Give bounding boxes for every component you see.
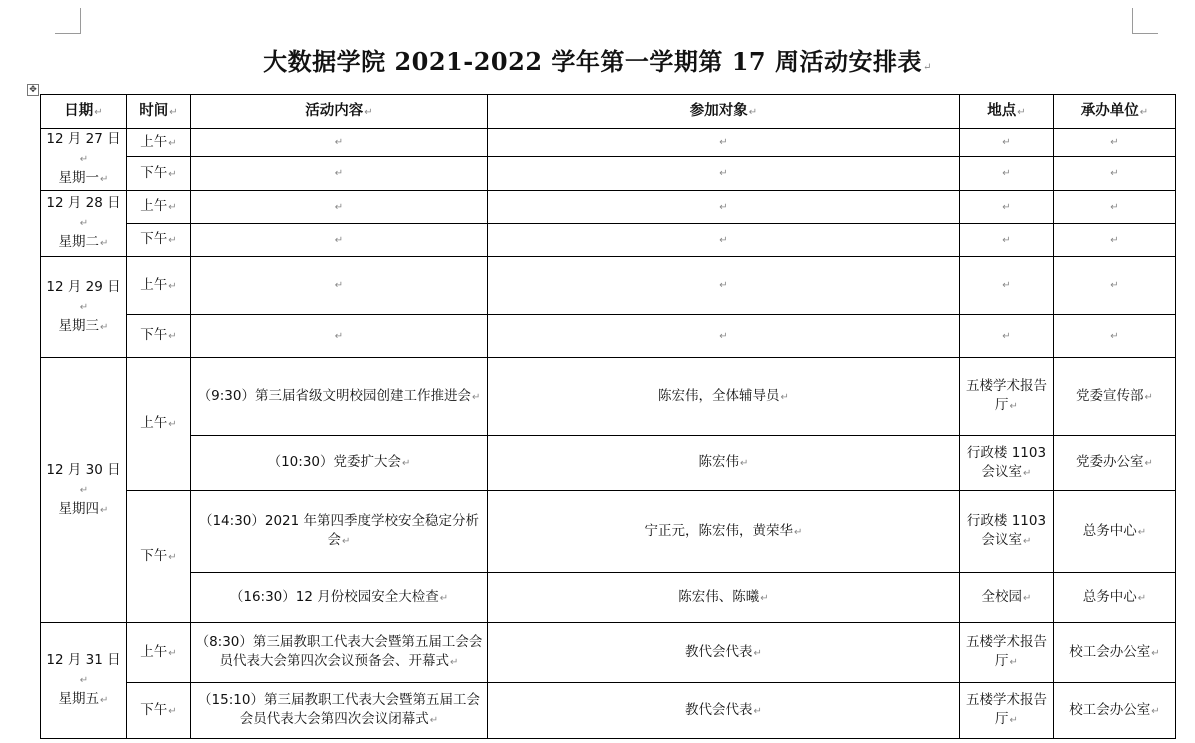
empty-cell: ↵: [1054, 157, 1176, 191]
weekday-label: 星期四 ↵: [44, 500, 123, 520]
empty-cell: ↵: [191, 157, 488, 191]
table-row: [41, 358, 1176, 436]
table-row: [41, 436, 1176, 491]
table-row: [41, 129, 1176, 157]
activity-participants: 陈宏伟 ↵: [488, 436, 960, 491]
time-am: 上午 ↵: [127, 129, 191, 157]
empty-cell: ↵: [1054, 315, 1176, 358]
date-label: 12 月 27 日 ↵: [44, 130, 123, 169]
weekday-label: 星期一 ↵: [44, 169, 123, 189]
table-row: [41, 191, 1176, 224]
empty-cell: ↵: [488, 191, 960, 224]
activity-content: （9:30）第三届省级文明校园创建工作推进会 ↵: [191, 358, 488, 436]
table-move-handle-icon[interactable]: ✥: [27, 84, 39, 96]
activity-organizer: 校工会办公室 ↵: [1054, 623, 1176, 683]
time-am: 上午 ↵: [127, 191, 191, 224]
empty-cell: ↵: [960, 224, 1054, 257]
activity-content: （8:30）第三届教职工代表大会暨第五届工会会员代表大会第四次会议预备会、开幕式 ↵: [191, 623, 488, 683]
empty-cell: ↵: [1054, 129, 1176, 157]
date-cell: [41, 191, 127, 257]
activity-participants: 教代会代表 ↵: [488, 683, 960, 739]
weekday-label: 星期五 ↵: [44, 690, 123, 710]
time-pm: 下午 ↵: [127, 315, 191, 358]
header-organizer: 承办单位 ↵: [1054, 95, 1176, 129]
empty-cell: ↵: [960, 315, 1054, 358]
date-cell: [41, 257, 127, 358]
empty-cell: ↵: [191, 224, 488, 257]
table-row: [41, 257, 1176, 315]
table-row: [41, 157, 1176, 191]
empty-cell: ↵: [191, 191, 488, 224]
empty-cell: ↵: [1054, 191, 1176, 224]
header-content: 活动内容 ↵: [191, 95, 488, 129]
table-row: [41, 224, 1176, 257]
time-am: 上午 ↵: [127, 623, 191, 683]
empty-cell: ↵: [191, 315, 488, 358]
header-time: 时间 ↵: [127, 95, 191, 129]
weekday-label: 星期三 ↵: [44, 317, 123, 337]
time-pm: 下午 ↵: [127, 157, 191, 191]
date-cell: [41, 623, 127, 739]
date-label: 12 月 28 日 ↵: [44, 194, 123, 233]
empty-cell: ↵: [960, 257, 1054, 315]
time-pm: 下午 ↵: [127, 491, 191, 623]
empty-cell: ↵: [488, 129, 960, 157]
date-cell: [41, 358, 127, 623]
empty-cell: ↵: [488, 315, 960, 358]
date-cell: [41, 129, 127, 191]
activity-location: 五楼学术报告厅 ↵: [960, 358, 1054, 436]
empty-cell: ↵: [191, 129, 488, 157]
empty-cell: ↵: [960, 129, 1054, 157]
activity-organizer: 校工会办公室 ↵: [1054, 683, 1176, 739]
activity-organizer: 党委宣传部 ↵: [1054, 358, 1176, 436]
activity-participants: 宁正元，陈宏伟，黄荣华 ↵: [488, 491, 960, 573]
time-pm: 下午 ↵: [127, 683, 191, 739]
document-title: 大数据学院 2021-2022 学年第一学期第 17 周活动安排表 ↵: [0, 42, 1195, 77]
empty-cell: ↵: [1054, 257, 1176, 315]
empty-cell: ↵: [960, 157, 1054, 191]
time-am: 上午 ↵: [127, 257, 191, 315]
activity-location: 五楼学术报告厅 ↵: [960, 623, 1054, 683]
empty-cell: ↵: [960, 191, 1054, 224]
empty-cell: ↵: [488, 257, 960, 315]
activity-organizer: 党委办公室 ↵: [1054, 436, 1176, 491]
schedule-table: [40, 94, 1176, 739]
weekday-label: 星期二 ↵: [44, 233, 123, 253]
page-corner-mark-top-left: [55, 8, 81, 34]
activity-location: 全校园 ↵: [960, 573, 1054, 623]
table-row: [41, 683, 1176, 739]
time-am: 上午 ↵: [127, 358, 191, 491]
time-pm: 下午 ↵: [127, 224, 191, 257]
table-row: [41, 623, 1176, 683]
header-participants: 参加对象 ↵: [488, 95, 960, 129]
date-label: 12 月 30 日 ↵: [44, 461, 123, 500]
activity-organizer: 总务中心 ↵: [1054, 573, 1176, 623]
activity-location: 五楼学术报告厅 ↵: [960, 683, 1054, 739]
empty-cell: ↵: [488, 224, 960, 257]
page-corner-mark-top-right: [1132, 8, 1158, 34]
activity-participants: 陈宏伟、陈曦 ↵: [488, 573, 960, 623]
date-label: 12 月 31 日 ↵: [44, 651, 123, 690]
empty-cell: ↵: [488, 157, 960, 191]
activity-organizer: 总务中心 ↵: [1054, 491, 1176, 573]
table-row: [41, 573, 1176, 623]
table-row: [41, 315, 1176, 358]
activity-content: （16:30）12 月份校园安全大检查 ↵: [191, 573, 488, 623]
activity-content: （10:30）党委扩大会 ↵: [191, 436, 488, 491]
activity-participants: 教代会代表 ↵: [488, 623, 960, 683]
header-date: 日期 ↵: [41, 95, 127, 129]
date-label: 12 月 29 日 ↵: [44, 278, 123, 317]
activity-location: 行政楼 1103 会议室 ↵: [960, 436, 1054, 491]
empty-cell: ↵: [191, 257, 488, 315]
header-location: 地点 ↵: [960, 95, 1054, 129]
header-row: [41, 95, 1176, 129]
table-row: [41, 491, 1176, 573]
activity-content: （14:30）2021 年第四季度学校安全稳定分析会 ↵: [191, 491, 488, 573]
empty-cell: ↵: [1054, 224, 1176, 257]
activity-location: 行政楼 1103 会议室 ↵: [960, 491, 1054, 573]
activity-content: （15:10）第三届教职工代表大会暨第五届工会会员代表大会第四次会议闭幕式 ↵: [191, 683, 488, 739]
activity-participants: 陈宏伟，全体辅导员 ↵: [488, 358, 960, 436]
